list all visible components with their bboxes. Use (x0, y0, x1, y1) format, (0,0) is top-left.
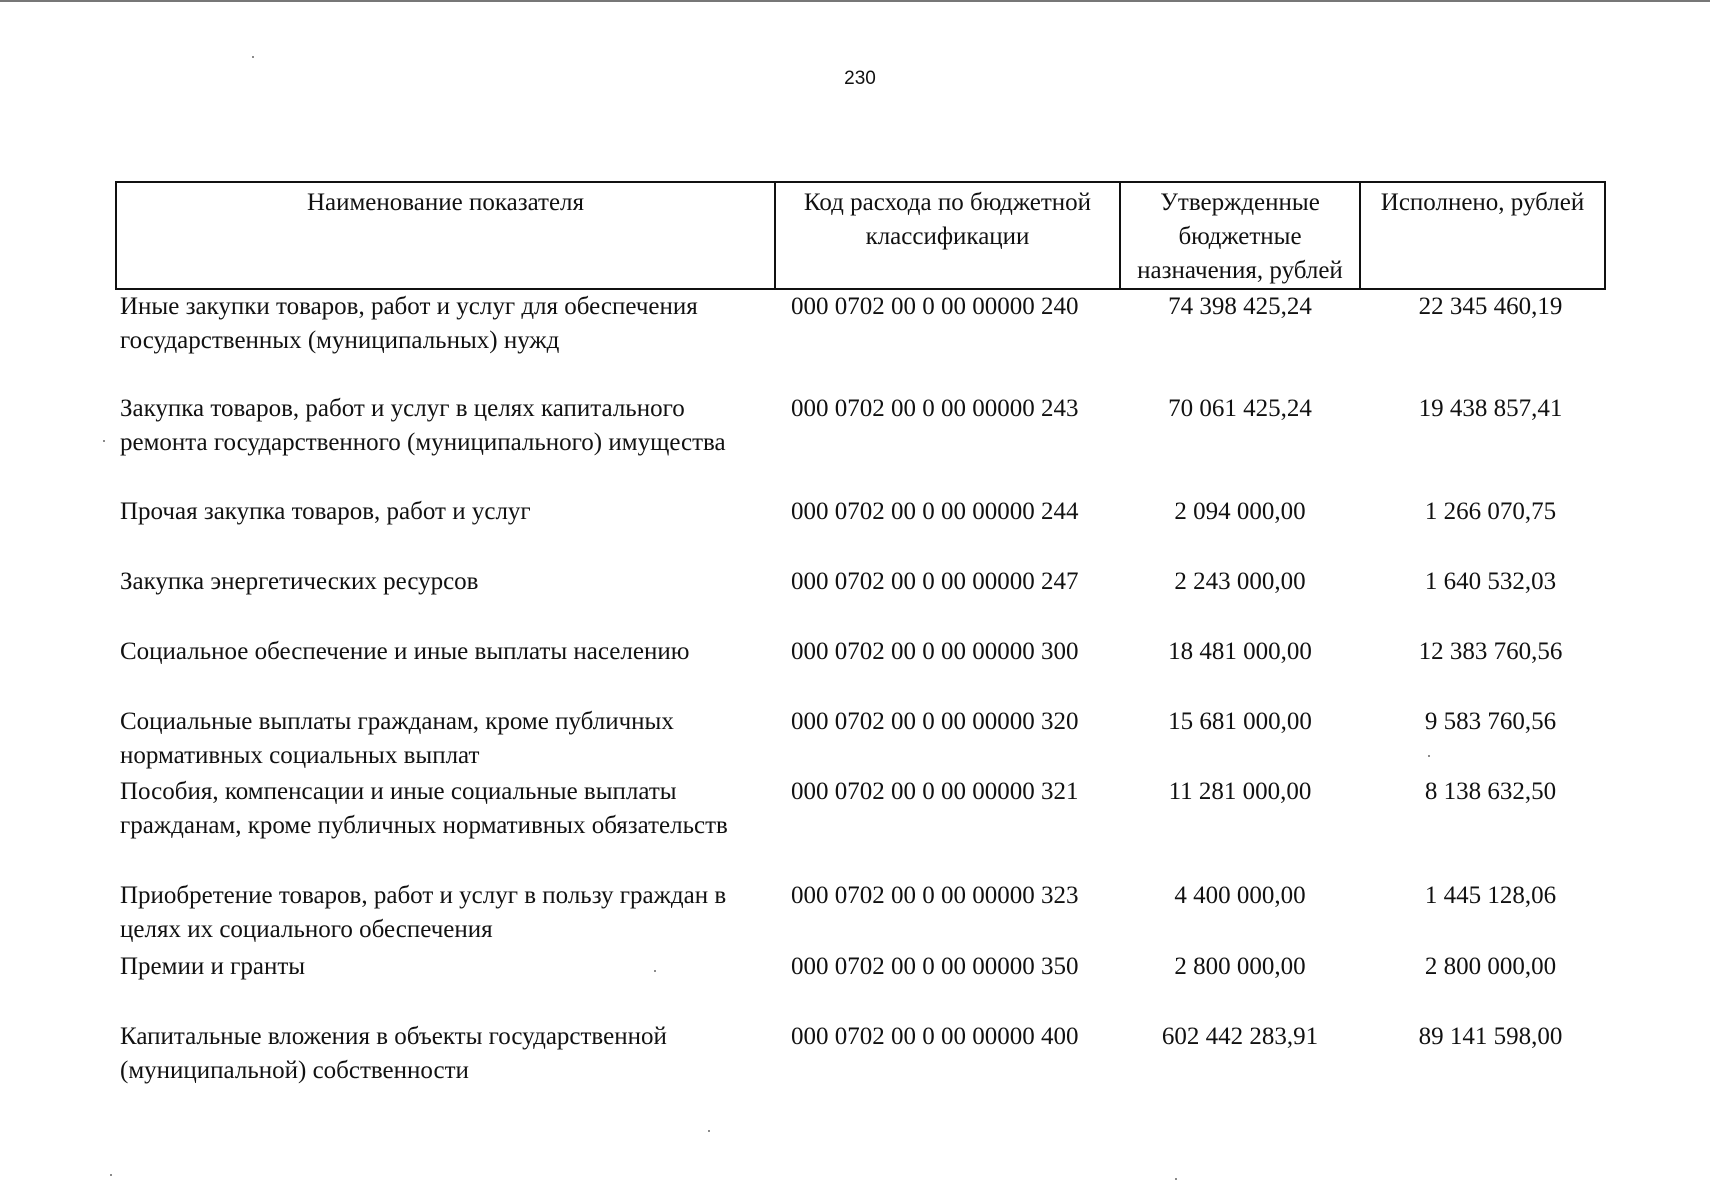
row-name: Капитальные вложения в объекты государственной (муниципальной) собственности (120, 1023, 667, 1084)
table-row (116, 289, 1605, 392)
table-row (116, 635, 1605, 705)
row-executed: 1 640 532,03 (1424, 568, 1557, 595)
header-expense-code: Код расхода по бюджетной классификации (775, 182, 1120, 289)
scan-speck (103, 440, 105, 442)
scan-speck (252, 56, 254, 58)
page-number: 230 (844, 68, 876, 89)
row-approved: 15 681 000,00 (1168, 708, 1312, 735)
row-code: 000 0702 00 0 00 00000 247 (791, 568, 1079, 595)
table-row (116, 705, 1605, 775)
row-approved: 2 094 000,00 (1174, 498, 1306, 525)
row-approved: 74 398 425,24 (1168, 293, 1312, 320)
table-row (116, 392, 1605, 495)
row-code: 000 0702 00 0 00 00000 243 (791, 395, 1079, 422)
row-code: 000 0702 00 0 00 00000 323 (791, 882, 1079, 909)
table-row (116, 1020, 1605, 1090)
scan-speck (708, 1130, 710, 1132)
row-approved: 70 061 425,24 (1168, 395, 1312, 422)
row-name: Иные закупки товаров, работ и услуг для обеспечения государственных (муниципальных) нужд (120, 293, 698, 354)
row-approved: 2 243 000,00 (1174, 568, 1306, 595)
row-code: 000 0702 00 0 00 00000 240 (791, 293, 1079, 320)
row-approved: 2 800 000,00 (1174, 953, 1306, 980)
scan-speck (110, 1174, 112, 1176)
table-header-row (116, 182, 1605, 289)
row-approved: 602 442 283,91 (1161, 1023, 1319, 1050)
row-code: 000 0702 00 0 00 00000 320 (791, 708, 1079, 735)
row-code: 000 0702 00 0 00 00000 350 (791, 953, 1079, 980)
row-executed: 8 138 632,50 (1424, 778, 1557, 805)
header-executed: Исполнено, рублей (1360, 182, 1605, 289)
table-row (116, 775, 1605, 879)
row-executed: 19 438 857,41 (1418, 395, 1563, 422)
row-name: Закупка энергетических ресурсов (120, 568, 479, 595)
table-row (116, 495, 1605, 565)
row-name: Приобретение товаров, работ и услуг в пользу граждан в целях их социального обеспечения (120, 882, 727, 943)
row-executed: 2 800 000,00 (1424, 953, 1557, 980)
row-executed: 22 345 460,19 (1418, 293, 1563, 320)
row-executed: 12 383 760,56 (1418, 638, 1563, 665)
row-executed: 1 266 070,75 (1424, 498, 1557, 525)
table-row (116, 879, 1605, 950)
row-name: Премии и гранты (120, 953, 306, 980)
row-code: 000 0702 00 0 00 00000 321 (791, 778, 1079, 805)
row-code: 000 0702 00 0 00 00000 400 (791, 1023, 1079, 1050)
row-approved: 11 281 000,00 (1168, 778, 1312, 805)
row-name: Пособия, компенсации и иные социальные выплаты гражданам, кроме публичных нормативных обязательств (120, 778, 728, 839)
row-executed: 1 445 128,06 (1424, 882, 1557, 909)
budget-execution-table (115, 181, 1606, 1090)
row-code: 000 0702 00 0 00 00000 244 (791, 498, 1079, 525)
row-code: 000 0702 00 0 00 00000 300 (791, 638, 1079, 665)
scan-speck (1428, 755, 1430, 757)
row-executed: 89 141 598,00 (1418, 1023, 1563, 1050)
row-approved: 4 400 000,00 (1174, 882, 1306, 909)
row-name: Прочая закупка товаров, работ и услуг (120, 498, 531, 525)
row-approved: 18 481 000,00 (1168, 638, 1312, 665)
row-executed: 9 583 760,56 (1424, 708, 1557, 735)
table-row (116, 565, 1605, 635)
table-row (116, 950, 1605, 1020)
header-indicator-name: Наименование показателя (116, 182, 775, 289)
scan-speck (1175, 1178, 1177, 1180)
scan-speck (654, 970, 656, 972)
scan-edge (0, 0, 1710, 2)
row-name: Закупка товаров, работ и услуг в целях капитального ремонта государственного (муниципального) имущества (120, 395, 726, 456)
row-name: Социальное обеспечение и иные выплаты населению (120, 638, 690, 665)
row-name: Социальные выплаты гражданам, кроме публичных нормативных социальных выплат (120, 708, 674, 769)
header-approved-budget: Утвержденные бюджетные назначения, рублей (1120, 182, 1360, 289)
